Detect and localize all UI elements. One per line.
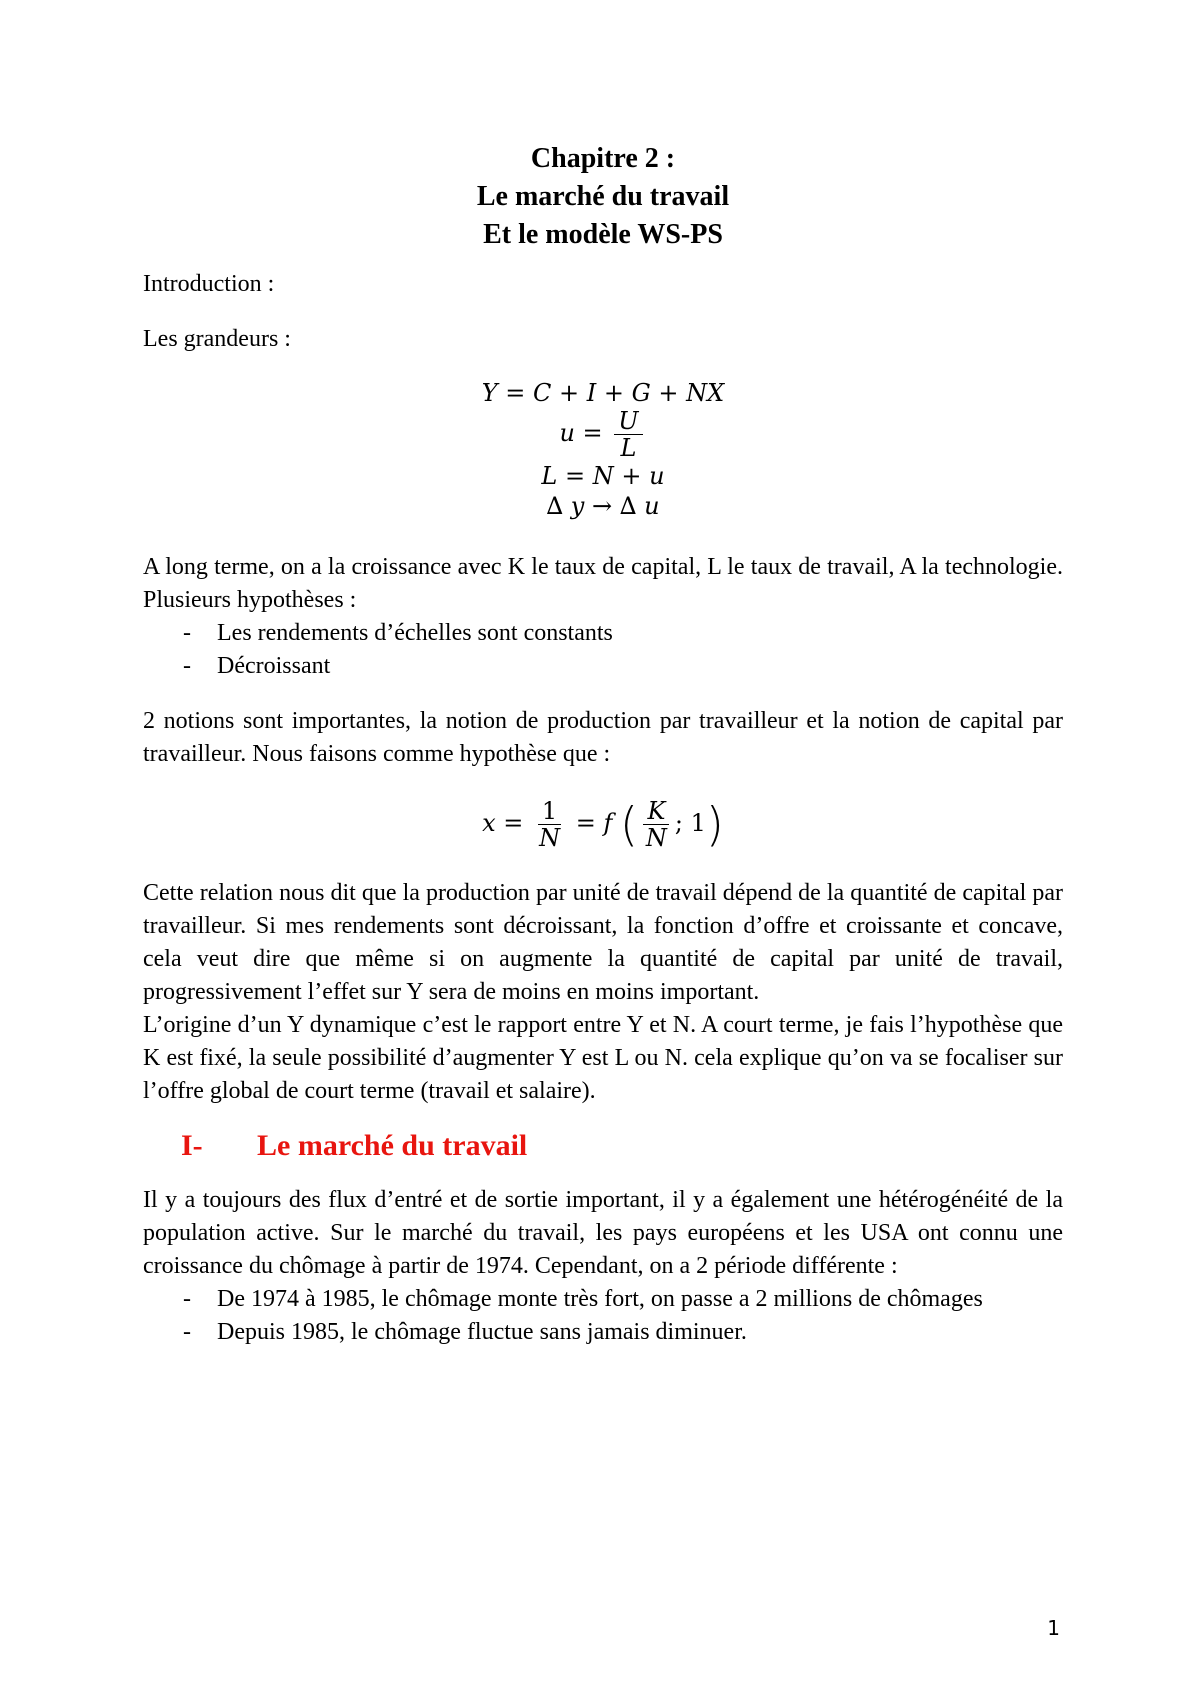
chapter-title-line-2: Le marché du travail [476,181,730,212]
fraction-k-over-n [642,798,671,851]
list-item: - Depuis 1985, le chômage fluctue sans jamais diminuer. [143,1316,1063,1349]
fraction-u-over-l [614,408,642,461]
introduction-label: Introduction : [143,271,275,297]
paragraph-long-term: A long terme, on a la croissance avec K le taux de capital, L le taux de travail, A la technologie. Plusieurs hypothèses : [143,554,1063,613]
page-number: 1 [1047,1616,1060,1640]
equation-unemployment-lhs: u = [559,419,603,447]
eq5-tail: ; 1 [674,809,706,837]
page-content [143,140,1063,1349]
equation-unemployment-rate [143,408,1063,461]
list-item: - Décroissant [143,650,1063,683]
paragraph-notions: 2 notions sont importantes, la notion de production par travailleur et la notion de capital par travailleur. Nous faisons comme hypothèse que : [143,708,1063,767]
list-item: - Les rendements d’échelles sont constants [143,617,1063,650]
paragraph-flux: Il y a toujours des flux d’entré et de sortie important, il y a également une hétérogénéité de la population active. Sur le marché du travail, les pays européens et les USA ont connu une croissance du chômage à partir de 1974. Cependant, on a 2 période différente : [143,1186,1063,1279]
section-heading-1 [181,1126,1063,1166]
fraction-denominator: N [539,824,561,852]
periods-list [143,1283,1063,1349]
fraction-1-over-n [535,798,564,851]
equation-delta: ∆ y → ∆ u [546,492,660,520]
dash-bullet: - [183,653,191,679]
equation-labor-force: L = N + u [541,462,665,490]
paragraph-origin: L’origine d’un Y dynamique c’est le rapport entre Y et N. A court terme, je fais l’hypothèse que K est fixé, la seule possibilité d’augmenter Y est L ou N. cela explique qu’on va se focaliser sur l’offre global de court terme (travail et salaire). [143,1011,1063,1104]
equation-production-function [143,793,1063,855]
dash-bullet: - [183,1285,191,1312]
fraction-denominator: N [645,824,667,852]
fraction-numerator: 1 [538,798,561,825]
fraction-numerator: U [614,408,642,435]
eq5-mid: = f [575,809,613,837]
list-item: - De 1974 à 1985, le chômage monte très fort, on passe a 2 millions de chômages [143,1283,1063,1316]
section-number: I- [181,1128,203,1162]
chapter-title-line-3: Et le modèle WS-PS [483,219,723,250]
equations-block [143,378,1063,521]
eq5-lhs: x = [482,809,524,837]
chapter-title [143,140,1063,254]
paragraph-relation: Cette relation nous dit que la production par unité de travail dépend de la quantité de capital par travailleur. Si mes rendements sont décroissant, la fonction d’offre et croissante et concave, cela veut dire que même si on augmente la quantité de capital par unité de travail, progressivement l’effet sur Y sera de moins en moins important. [143,879,1063,1005]
grandeurs-label: Les grandeurs : [143,326,291,352]
right-paren: ) [705,797,724,852]
equation-gdp: Y = C + I + G + NX [481,379,725,407]
left-paren: ( [619,797,638,852]
hypotheses-list [143,617,1063,683]
dash-bullet: - [183,620,191,646]
fraction-denominator: L [620,434,637,462]
chapter-title-line-1: Chapitre 2 : [530,143,676,174]
section-title: Le marché du travail [257,1128,528,1162]
fraction-numerator: K [643,798,669,825]
dash-bullet: - [183,1318,191,1345]
